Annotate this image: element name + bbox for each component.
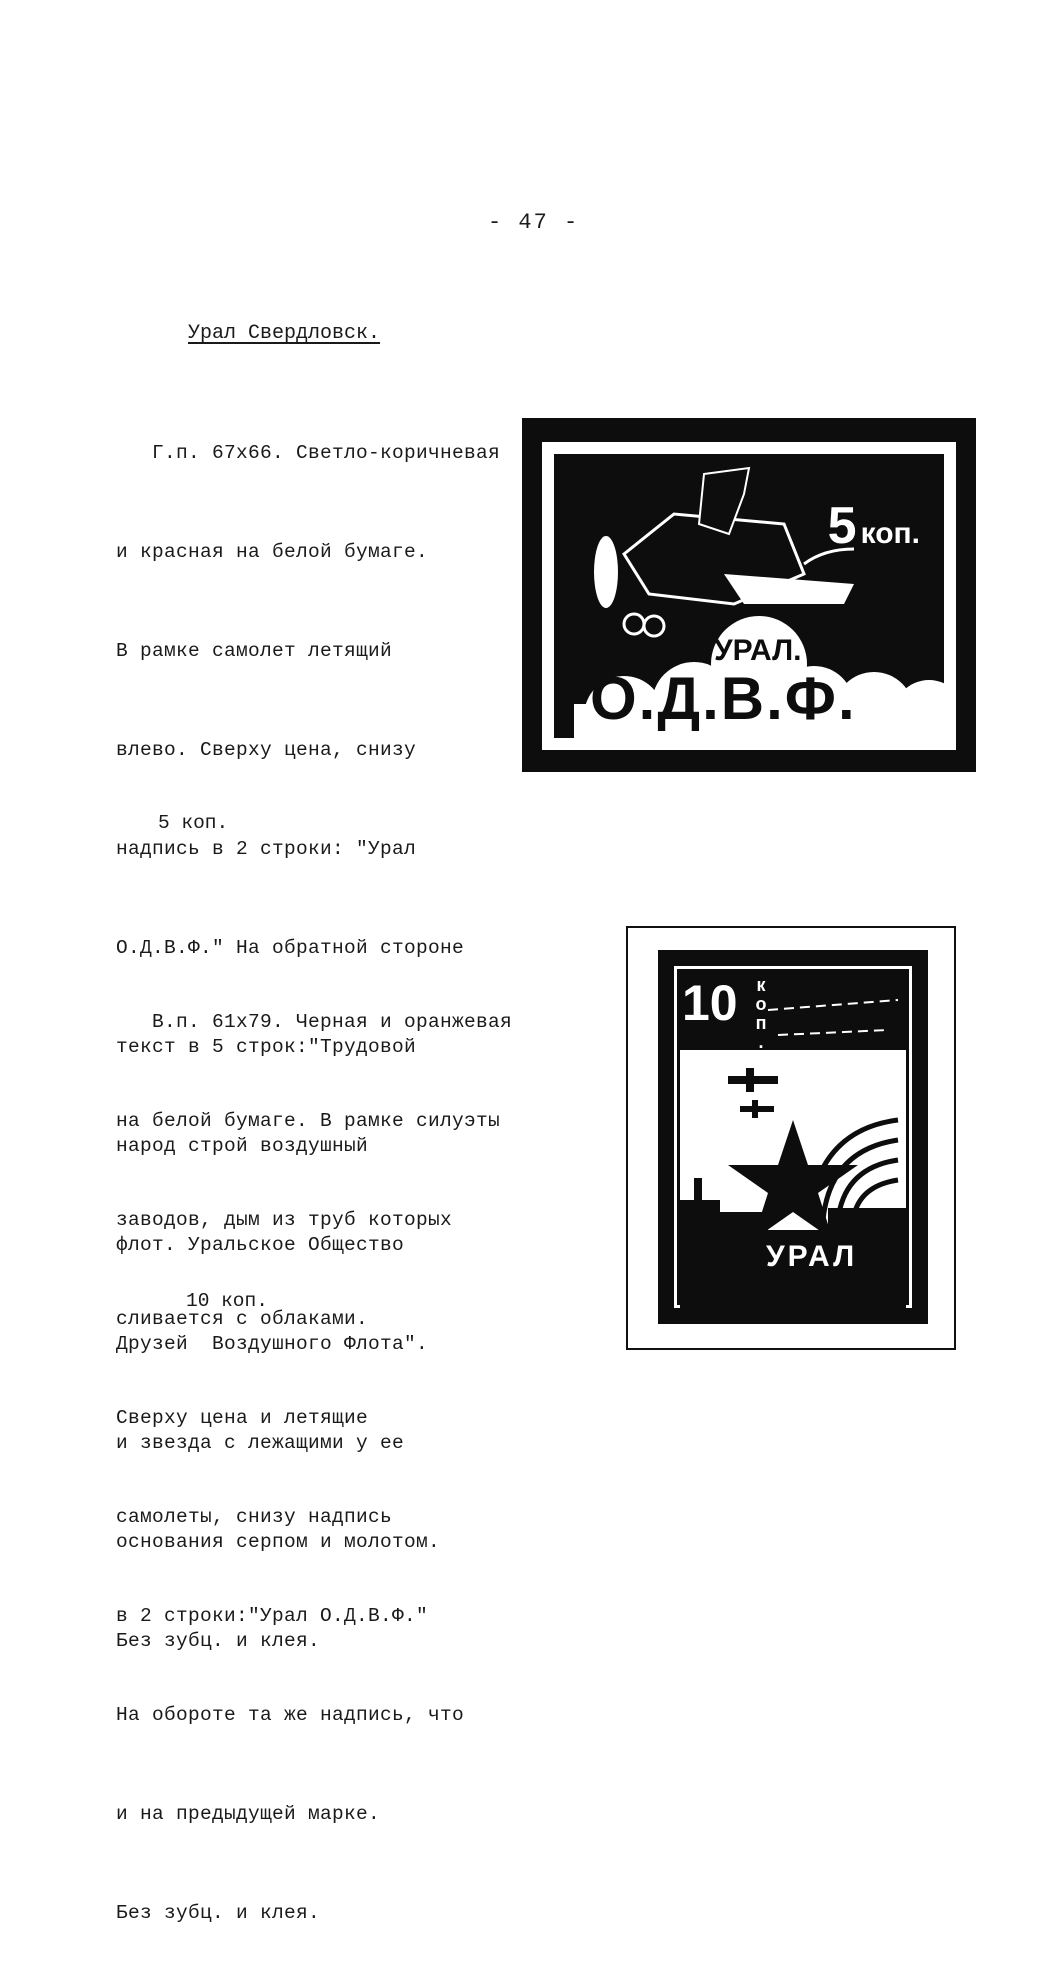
unit-letter: . [758,1032,764,1052]
desc-line: влево. Сверху цена, снизу [116,739,417,761]
desc-line: Сверху цена и летящие [116,1407,369,1429]
unit-letter: о [755,994,767,1014]
desc-line: В рамке самолет летящий [116,640,393,662]
stamp2-unit-vertical [750,976,772,1052]
airplane-icon [594,468,854,636]
value-unit: коп. [860,517,920,550]
stamp1-price: 5 коп. [158,812,229,834]
desc-line: Друзей Воздушного Флота". [116,1333,429,1355]
stamp-image-5kop [522,418,976,772]
desc-line: заводов, дым из труб которых [116,1209,453,1231]
desc-line: народ строй воздушный [116,1135,369,1157]
unit-letter: к [756,975,766,995]
desc-line: флот. Уральское Общество [116,1234,405,1256]
desc-line: текст в 5 строк:"Трудовой [116,1036,417,1058]
desc-line: самолеты, снизу надпись [116,1506,393,1528]
desc-line: и звезда с лежащими у ее [116,1432,405,1454]
page-number: - 47 - [488,210,580,235]
desc-line: Без зубц. и клея. [116,1630,321,1652]
stamp1-ural-text: УРАЛ. [714,634,802,667]
desc-line: Без зубц. и клея. [116,1902,321,1924]
stamp-image-10kop [626,926,956,1350]
stamp2-price: 10 коп. [186,1290,268,1312]
stamp2-ural-text: УРАЛ [766,1240,858,1273]
desc-line: и на предыдущей марке. [116,1803,381,1825]
desc-line: На обороте та же надпись, что [116,1704,465,1726]
desc-line: сливается с облаками. [116,1308,369,1330]
stamp2-face-value: 10 [682,975,738,1031]
desc-line: О.Д.В.Ф." На обратной стороне [116,937,465,959]
desc-line: основания серпом и молотом. [116,1531,441,1553]
desc-line: в 2 строки:"Урал О.Д.В.Ф." [116,1605,429,1627]
stamp-field [554,454,944,738]
stamp-field [658,950,928,1324]
stamp1-odvf-text: О.Д.В.Ф. [590,665,857,732]
section-title: Урал Свердловск. [188,322,381,345]
desc-line: В.п. 61х79. Черная и оранжевая [116,1011,513,1033]
desc-line: Г.п. 67х66. Светло-коричневая [116,442,501,464]
desc-line: и красная на белой бумаге. [116,541,429,563]
desc-line: надпись в 2 строки: "Урал [116,838,417,860]
stamp-frame [542,442,956,750]
stamp2-description [116,940,512,1963]
unit-letter: п [755,1013,767,1033]
dashed-flight-lines [768,1000,898,1035]
value-number: 5 [827,497,857,555]
desc-line: на белой бумаге. В рамке силуэты [116,1110,501,1132]
